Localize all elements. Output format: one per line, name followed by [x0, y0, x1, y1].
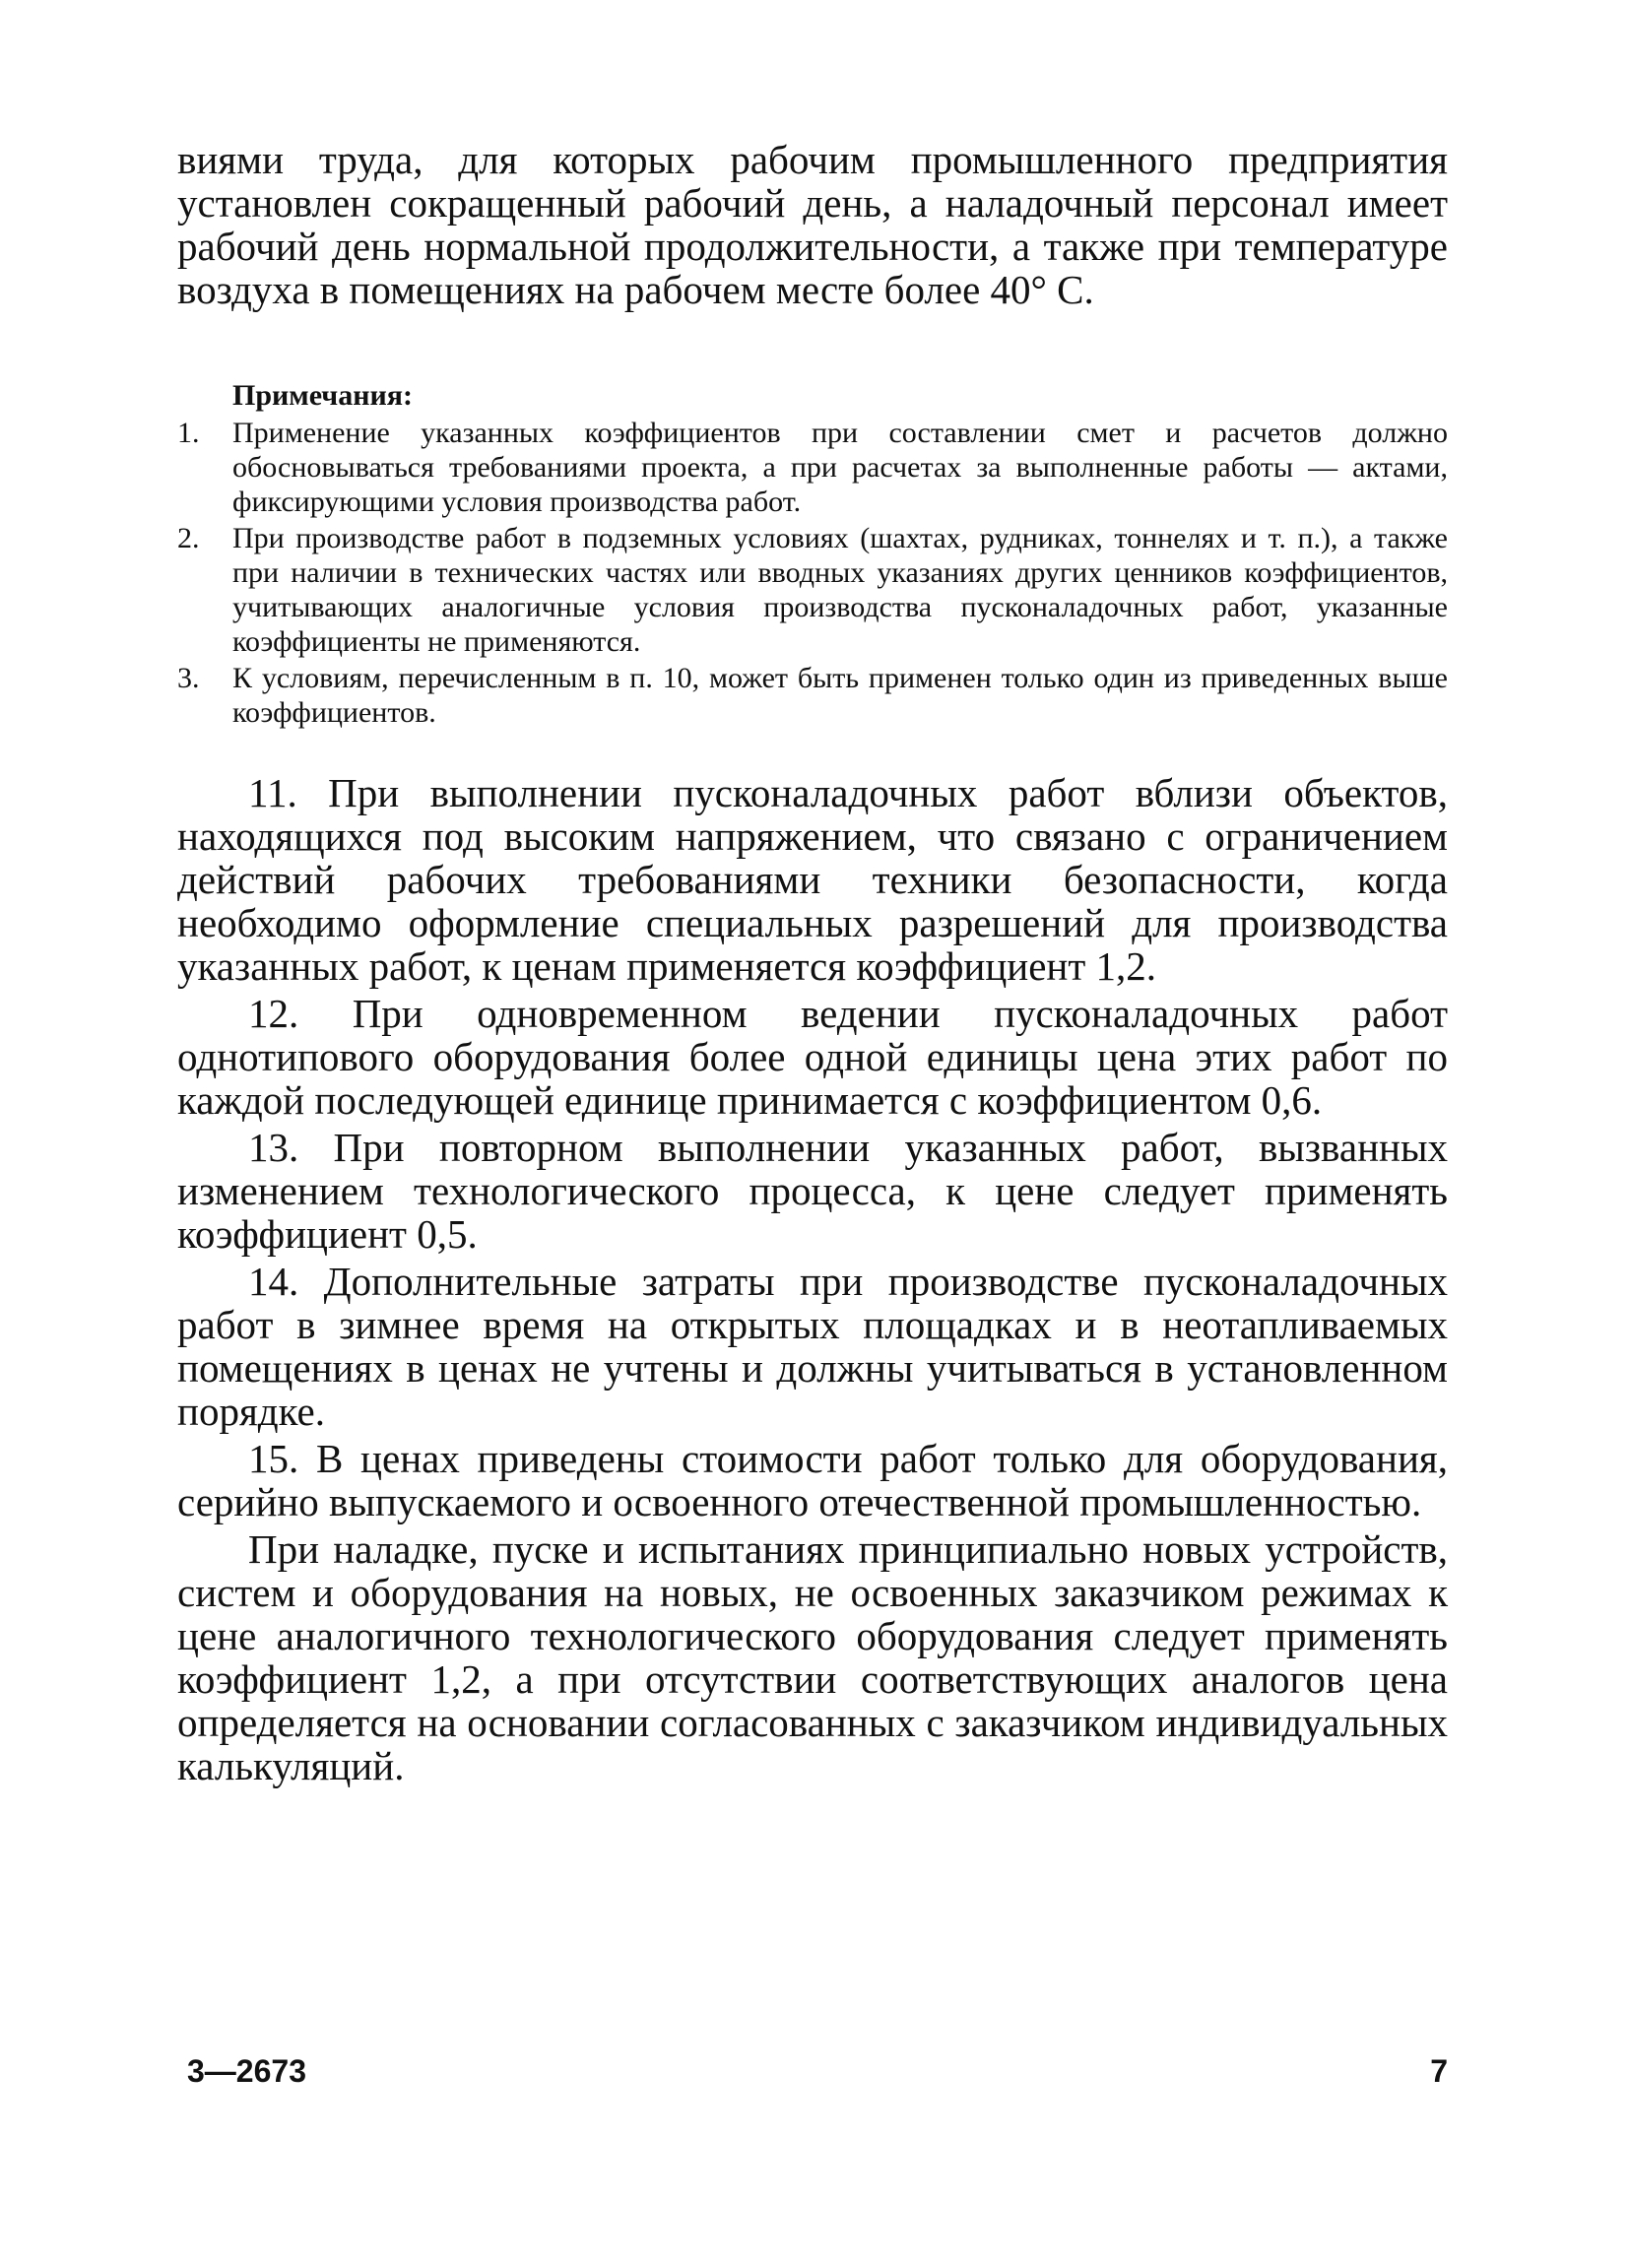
note-text: К условиям, перечисленным в п. 10, может быть применен только один из приведенных выше коэффициентов.: [232, 662, 1448, 729]
page-footer: [187, 2053, 1448, 2103]
intro-paragraph: виями труда, для которых рабочим промышленного предприятия установлен сокращенный рабочий день, а наладочный персонал имеет рабочий день нормальной продолжительности, а также при температуре воздуха в помещениях на рабочем месте более 40° С.: [177, 137, 1448, 312]
note-number: 2.: [177, 522, 200, 554]
document-page: [177, 138, 1448, 1791]
notes-title: Примечания:: [232, 379, 414, 412]
footer-code: 3—2673: [187, 2053, 306, 2089]
note-item: [177, 661, 1448, 730]
notes-section: [177, 378, 1448, 730]
note-item: [177, 521, 1448, 659]
main-paragraphs: [177, 771, 1448, 1787]
note-number: 3.: [177, 662, 200, 694]
paragraph-15-continuation: При наладке, пуске и испытаниях принципиально новых устройств, систем и оборудования на новых, не освоенных заказчиком режимах к цене аналогичного технологического оборудования следует применять коэффициент 1,2, а при отсутствии соответствующих аналогов цена определяется на основании согласованных с заказчиком индивидуальных калькуляций.: [177, 1526, 1448, 1788]
note-text: При производстве работ в подземных условиях (шахтах, рудниках, тоннелях и т. п.), а также при наличии в технических частях или вводных указаниях других ценников коэффициентов, учитывающих аналогичные условия производства пусконаладочных работ, указанные коэффициенты не применяются.: [232, 522, 1448, 658]
paragraph-14: 14. Дополнительные затраты при производстве пусконаладочных работ в зимнее время на открытых площадках и в неотапливаемых помещениях в ценах не учтены и должны учитываться в установленном порядке.: [177, 1259, 1448, 1434]
note-number: 1.: [177, 417, 200, 449]
note-item: [177, 416, 1448, 519]
paragraph-15: 15. В ценах приведены стоимости работ только для оборудования, серийно выпускаемого и освоенного отечественной промышленностью.: [177, 1436, 1448, 1524]
paragraph-13: 13. При повторном выполнении указанных работ, вызванных изменением технологического процесса, к цене следует применять коэффициент 0,5.: [177, 1125, 1448, 1257]
paragraph-12: 12. При одновременном ведении пусконаладочных работ однотипового оборудования более одной единицы цена этих работ по каждой последующей единице принимается с коэффициентом 0,6.: [177, 991, 1448, 1123]
note-text: Применение указанных коэффициентов при составлении смет и расчетов должно обосновываться требованиями проекта, а при расчетах за выполненные работы — актами, фиксирующими условия производства работ.: [232, 417, 1448, 518]
page-number: 7: [1430, 2053, 1448, 2089]
paragraph-11: 11. При выполнении пусконаладочных работ вблизи объектов, находящихся под высоким напряжением, что связано с ограничением действий рабочих требованиями техники безопасности, когда необходимо оформление специальных разрешений для производства указанных работ, к ценам применяется коэффициент 1,2.: [177, 770, 1448, 989]
